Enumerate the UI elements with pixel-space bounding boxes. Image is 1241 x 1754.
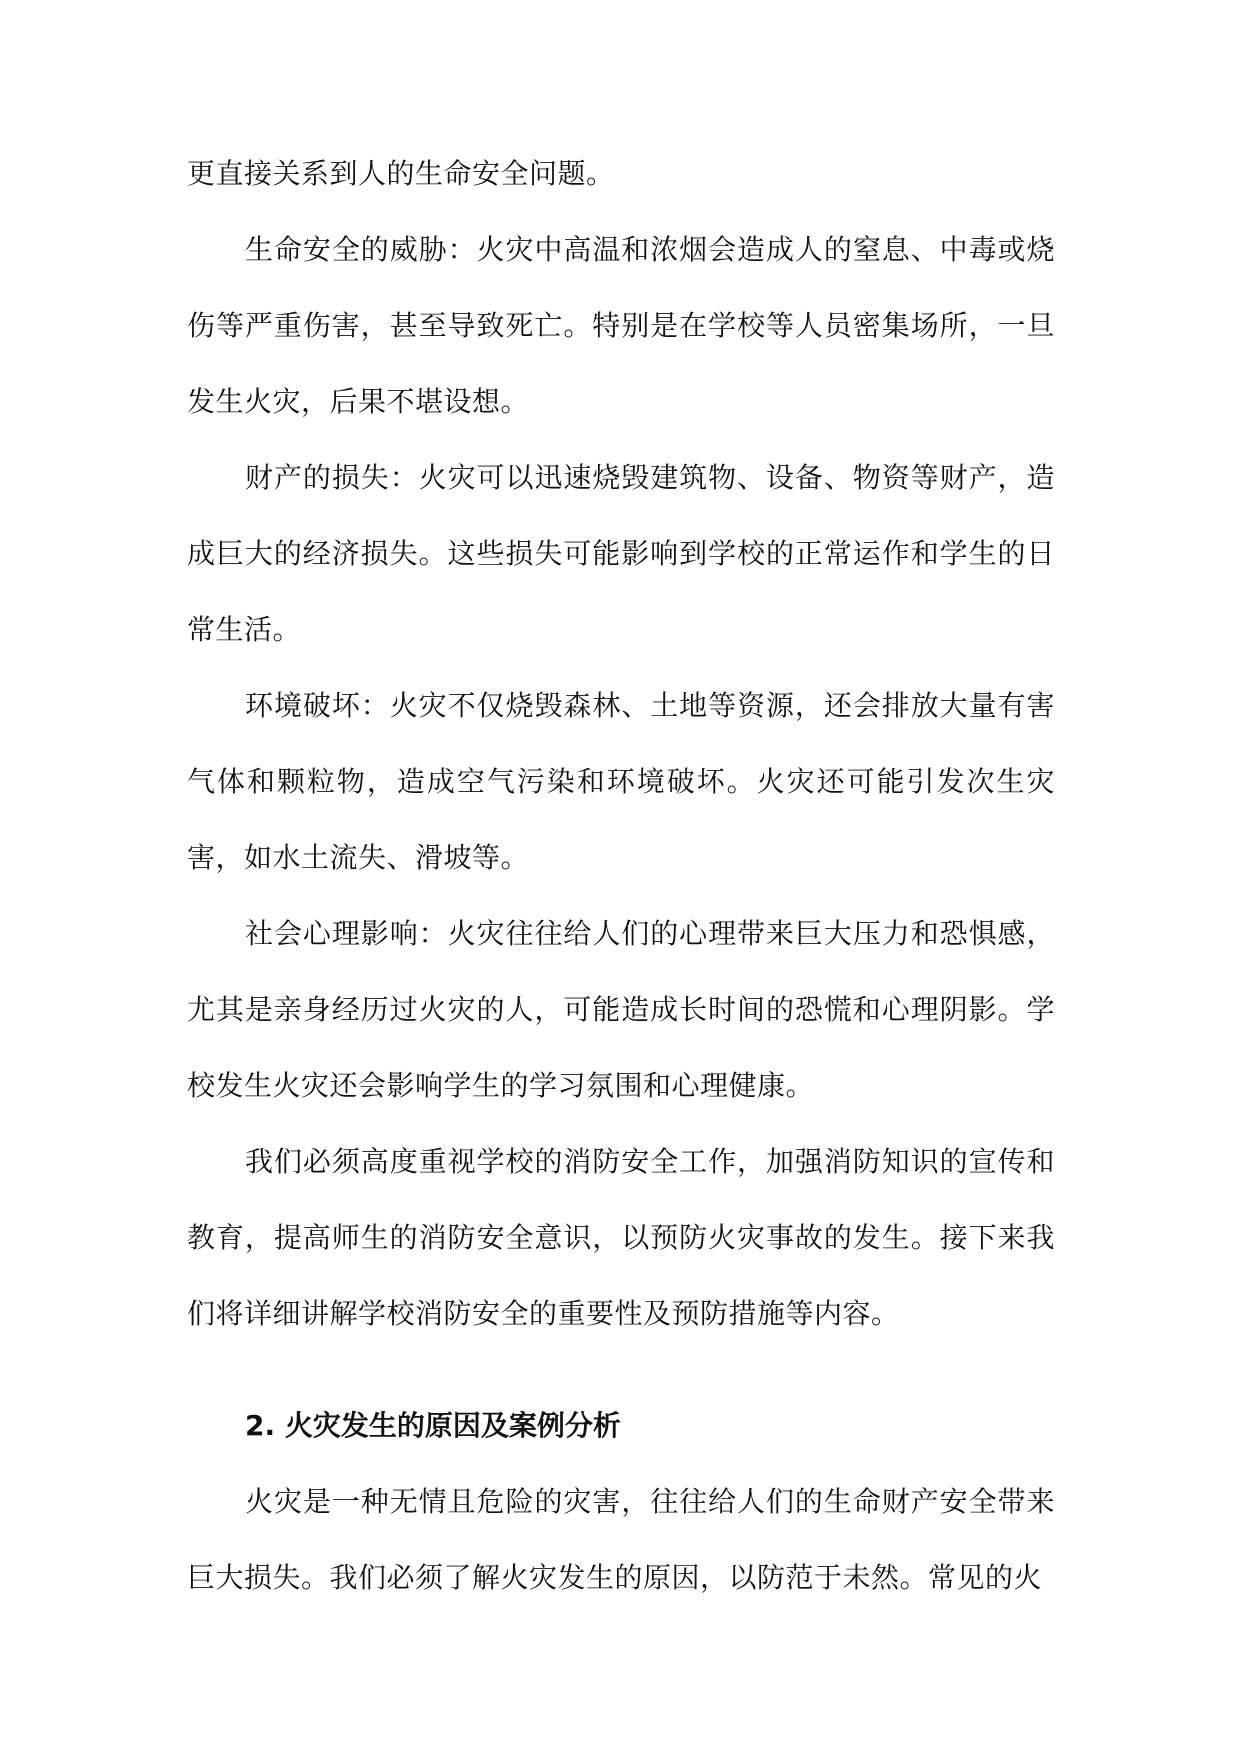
paragraph-social-psychology: 社会心理影响：火灾往往给人们的心理带来巨大压力和恐惧感，尤其是亲身经历过火灾的人，可能造成长时间的恐慌和心理阴影。学校发生火灾还会影响学生的学习氛围和心理健康。 [187, 917, 1055, 1102]
document-body [187, 136, 1055, 1616]
paragraph-continuation: 更直接关系到人的生命安全问题。 [187, 157, 615, 190]
section-heading: 2. 火灾发生的原因及案例分析 [245, 1409, 621, 1442]
paragraph-property-loss: 财产的损失：火灾可以迅速烧毁建筑物、设备、物资等财产，造成巨大的经济损失。这些损失可能影响到学校的正常运作和学生的日常生活。 [187, 461, 1055, 646]
paragraph-fire-causes-intro: 火灾是一种无情且危险的灾害，往往给人们的生命财产安全带来巨大损失。我们必须了解火灾发生的原因，以防范于未然。常见的火 [187, 1485, 1055, 1594]
paragraph-life-safety: 生命安全的威胁：火灾中高温和浓烟会造成人的窒息、中毒或烧伤等严重伤害，甚至导致死亡。特别是在学校等人员密集场所，一旦发生火灾，后果不堪设想。 [187, 233, 1055, 418]
paragraph-environment-damage: 环境破坏：火灾不仅烧毁森林、土地等资源，还会排放大量有害气体和颗粒物，造成空气污染和环境破坏。火灾还可能引发次生灾害，如水土流失、滑坡等。 [187, 689, 1055, 874]
paragraph-conclusion: 我们必须高度重视学校的消防安全工作，加强消防知识的宣传和教育，提高师生的消防安全意识，以预防火灾事故的发生。接下来我们将详细讲解学校消防安全的重要性及预防措施等内容。 [187, 1145, 1055, 1330]
